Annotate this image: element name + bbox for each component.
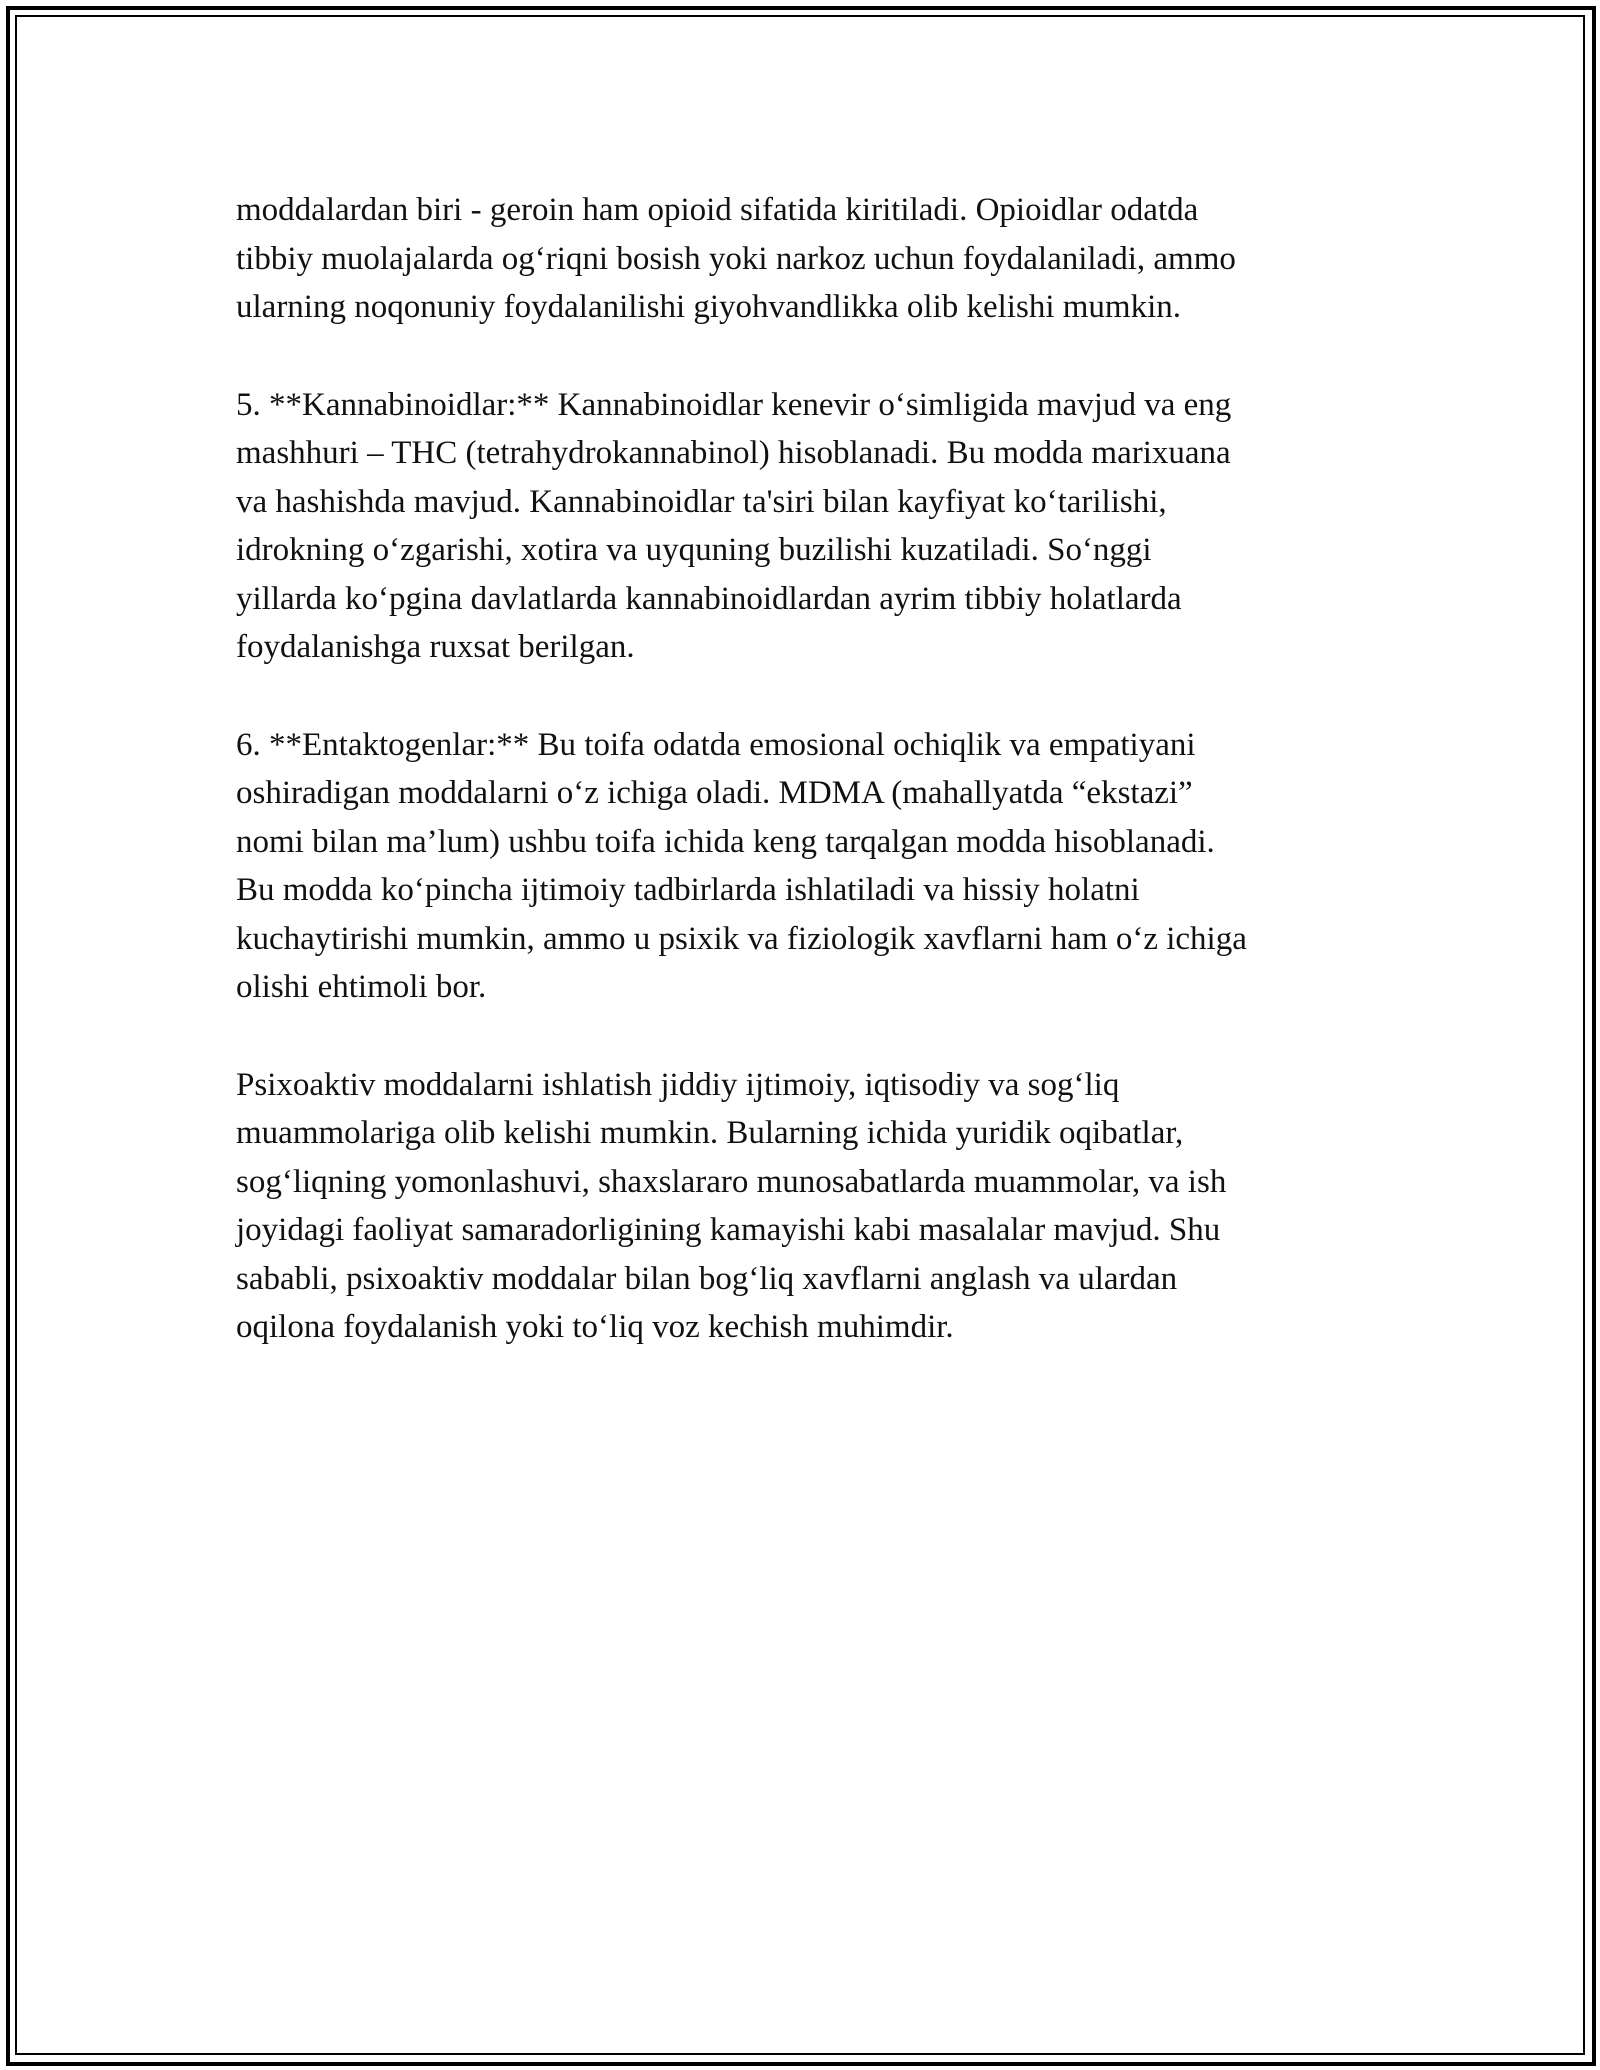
paragraph-conclusion	[236, 1061, 1376, 1352]
text-line: kuchaytirishi mumkin, ammo u psixik va fiziologik xavflarni ham o‘z ichiga	[236, 920, 1247, 957]
text-line: mashhuri – THC (tetrahydrokannabinol) hisoblanadi. Bu modda marixuana	[236, 435, 1231, 471]
paragraph-entactogens	[236, 721, 1376, 1012]
text-line: Psixoaktiv moddalarni ishlatish jiddiy ijtimoiy, iqtisodiy va sog‘liq	[236, 1066, 1120, 1103]
text-line: 5. **Kannabinoidlar:** Kannabinoidlar kenevir o‘simligida mavjud va eng	[236, 386, 1232, 423]
text-line: tibbiy muolajalarda og‘riqni bosish yoki narkoz uchun foydalaniladi, ammo	[236, 240, 1236, 277]
text-line: muammolariga olib kelishi mumkin. Bularning ichida yuridik oqibatlar,	[236, 1115, 1184, 1151]
paragraph-opioids-continued	[236, 186, 1376, 332]
text-line: nomi bilan ma’lum) ushbu toifa ichida keng tarqalgan modda hisoblanadi.	[236, 823, 1215, 860]
text-line: sog‘liqning yomonlashuvi, shaxslararo munosabatlarda muammolar, va ish	[236, 1163, 1227, 1200]
text-line: olishi ehtimoli bor.	[236, 969, 487, 1005]
paragraph-cannabinoids	[236, 381, 1376, 672]
text-line: moddalardan biri - geroin ham opioid sifatida kiritiladi. Opioidlar odatda	[236, 192, 1199, 228]
text-line: yillarda ko‘pgina davlatlarda kannabinoidlardan ayrim tibbiy holatlarda	[236, 580, 1182, 617]
text-line: joyidagi faoliyat samaradorligining kamayishi kabi masalalar mavjud. Shu	[236, 1212, 1221, 1248]
text-line: idrokning o‘zgarishi, xotira va uyquning buzilishi kuzatiladi. So‘nggi	[236, 532, 1152, 568]
text-line: oqilona foydalanish yoki to‘liq voz kechish muhimdir.	[236, 1309, 954, 1345]
text-line: sababli, psixoaktiv moddalar bilan bog‘liq xavflarni anglash va ulardan	[236, 1260, 1178, 1297]
text-line: ularning noqonuniy foydalanilishi giyohvandlikka olib kelishi mumkin.	[236, 289, 1181, 325]
document-body	[236, 186, 1376, 1401]
text-line: 6. **Entaktogenlar:** Bu toifa odatda emosional ochiqlik va empatiyani	[236, 726, 1196, 763]
text-line: Bu modda ko‘pincha ijtimoiy tadbirlarda ishlatiladi va hissiy holatni	[236, 872, 1140, 908]
text-line: oshiradigan moddalarni o‘z ichiga oladi. MDMA (mahallyatda “ekstazi”	[236, 775, 1193, 811]
text-line: va hashishda mavjud. Kannabinoidlar ta'siri bilan kayfiyat ko‘tarilishi,	[236, 483, 1167, 520]
text-line: foydalanishga ruxsat berilgan.	[236, 629, 635, 665]
